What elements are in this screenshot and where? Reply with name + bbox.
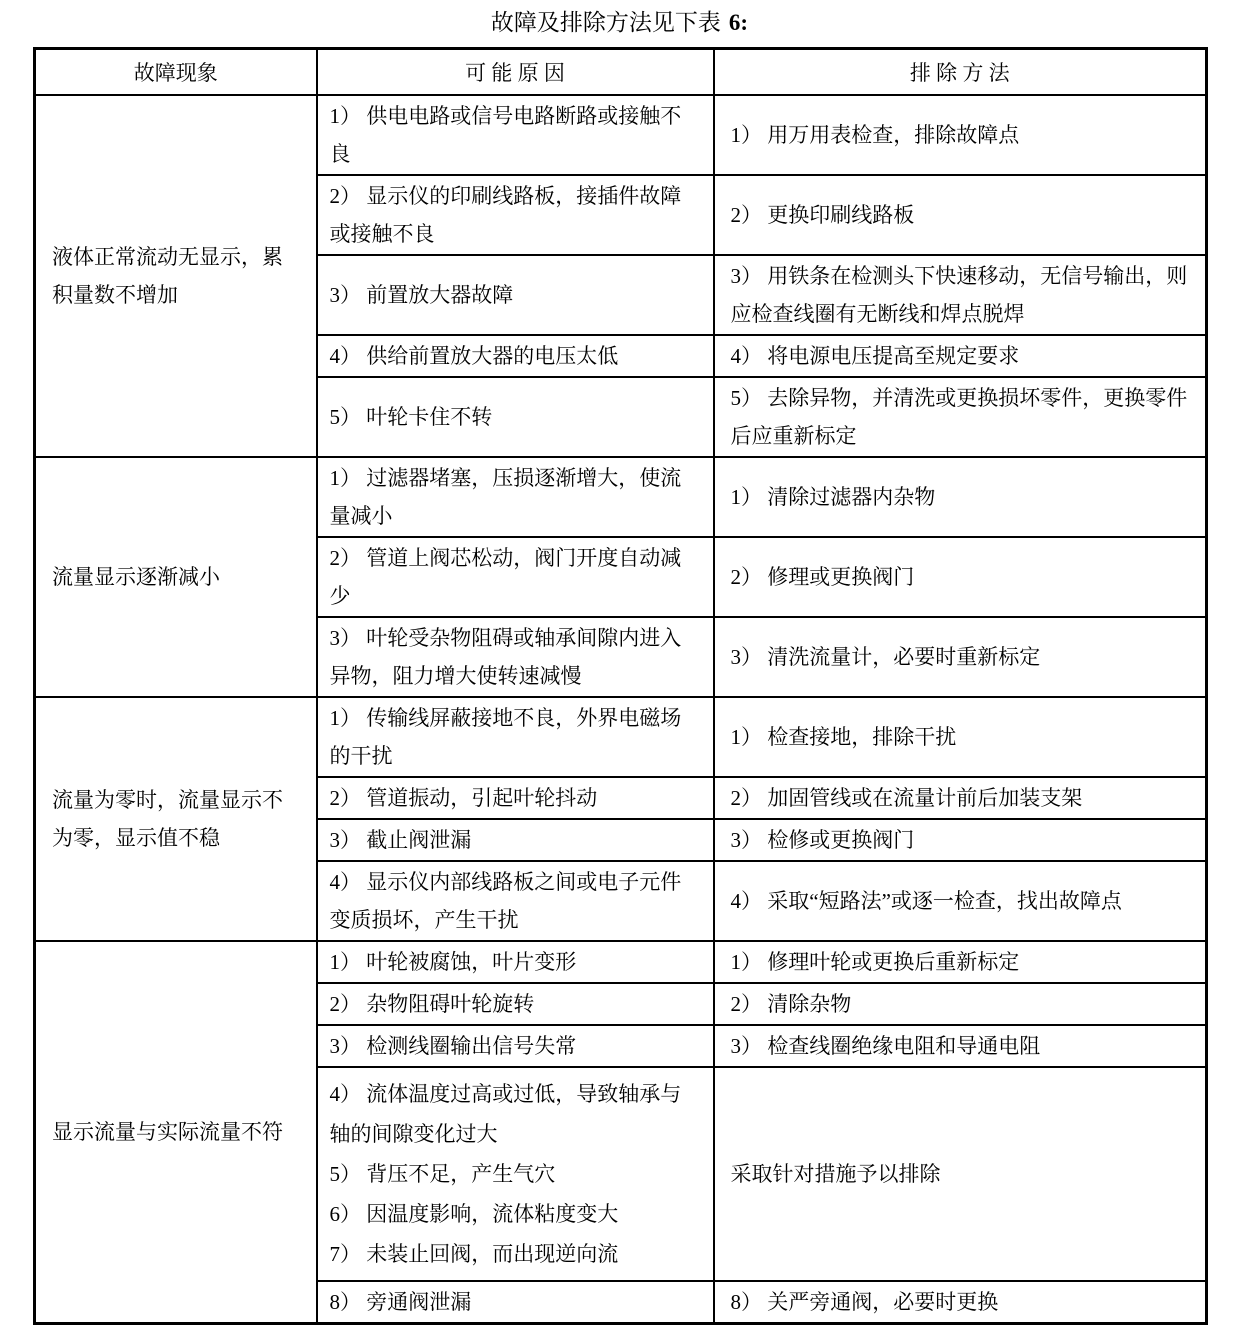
possible-cause-cell: 3） 叶轮受杂物阻碍或轴承间隙内进入异物，阻力增大使转速减慢 bbox=[317, 617, 714, 697]
cause-item: 4） 流体温度过高或过低，导致轴承与轴的间隙变化过大 bbox=[329, 1081, 682, 1146]
cause-item: 6） 因温度影响，流体粘度变大 bbox=[329, 1201, 619, 1226]
remedy-cell: 4） 采取“短路法”或逐一检查，找出故障点 bbox=[714, 861, 1207, 941]
possible-cause-cell: 8） 旁通阀泄漏 bbox=[317, 1281, 714, 1324]
remedy-cell: 2） 修理或更换阀门 bbox=[714, 537, 1207, 617]
remedy-cell: 1） 用万用表检查，排除故障点 bbox=[714, 95, 1207, 175]
cause-item: 5） 背压不足，产生气穴 bbox=[329, 1161, 556, 1186]
possible-cause-cell: 2） 管道振动，引起叶轮抖动 bbox=[317, 777, 714, 819]
possible-cause-cell: 2） 管道上阀芯松动，阀门开度自动减少 bbox=[317, 537, 714, 617]
cause-item: 7） 未装止回阀，而出现逆向流 bbox=[329, 1241, 619, 1266]
remedy-cell: 1） 检查接地，排除干扰 bbox=[714, 697, 1207, 777]
possible-cause-cell bbox=[317, 1067, 714, 1281]
table-row bbox=[35, 457, 1207, 537]
possible-cause-cell: 4） 显示仪内部线路板之间或电子元件变质损坏，产生干扰 bbox=[317, 861, 714, 941]
remedy-cell: 采取针对措施予以排除 bbox=[714, 1067, 1207, 1281]
remedy-cell: 2） 加固管线或在流量计前后加装支架 bbox=[714, 777, 1207, 819]
possible-cause-cell: 3） 检测线圈输出信号失常 bbox=[317, 1025, 714, 1067]
header-row bbox=[35, 49, 1207, 95]
header-fault-phenomenon: 故障现象 bbox=[35, 49, 317, 95]
remedy-cell: 3） 用铁条在检测头下快速移动，无信号输出，则应检查线圈有无断线和焊点脱焊 bbox=[714, 255, 1207, 335]
possible-cause-cell: 3） 截止阀泄漏 bbox=[317, 819, 714, 861]
remedy-cell: 2） 清除杂物 bbox=[714, 983, 1207, 1025]
remedy-cell: 3） 清洗流量计，必要时重新标定 bbox=[714, 617, 1207, 697]
possible-cause-cell: 2） 杂物阻碍叶轮旋转 bbox=[317, 983, 714, 1025]
caption-text: 故障及排除方法见下表 bbox=[490, 10, 721, 35]
table-row bbox=[35, 941, 1207, 983]
header-remedy: 排 除 方 法 bbox=[714, 49, 1207, 95]
remedy-cell: 1） 清除过滤器内杂物 bbox=[714, 457, 1207, 537]
possible-cause-cell: 1） 叶轮被腐蚀，叶片变形 bbox=[317, 941, 714, 983]
remedy-cell: 8） 关严旁通阀，必要时更换 bbox=[714, 1281, 1207, 1324]
fault-phenomenon-cell: 流量为零时，流量显示不为零，显示值不稳 bbox=[35, 697, 317, 941]
header-possible-cause: 可 能 原 因 bbox=[317, 49, 714, 95]
possible-cause-cell: 1） 过滤器堵塞，压损逐渐增大，使流量减小 bbox=[317, 457, 714, 537]
table-row bbox=[35, 95, 1207, 175]
possible-cause-cell: 5） 叶轮卡住不转 bbox=[317, 377, 714, 457]
table-row bbox=[35, 697, 1207, 777]
caption-table-number: 6: bbox=[728, 10, 749, 35]
table-caption bbox=[0, 7, 1239, 39]
possible-cause-cell: 4） 供给前置放大器的电压太低 bbox=[317, 335, 714, 377]
possible-cause-cell: 3） 前置放大器故障 bbox=[317, 255, 714, 335]
fault-phenomenon-cell: 液体正常流动无显示，累积量数不增加 bbox=[35, 95, 317, 457]
document-page bbox=[0, 7, 1239, 1325]
remedy-cell: 2） 更换印刷线路板 bbox=[714, 175, 1207, 255]
possible-cause-cell: 1） 传输线屏蔽接地不良，外界电磁场的干扰 bbox=[317, 697, 714, 777]
fault-phenomenon-cell: 流量显示逐渐减小 bbox=[35, 457, 317, 697]
remedy-cell: 3） 检修或更换阀门 bbox=[714, 819, 1207, 861]
possible-cause-cell: 2） 显示仪的印刷线路板，接插件故障或接触不良 bbox=[317, 175, 714, 255]
remedy-cell: 4） 将电源电压提高至规定要求 bbox=[714, 335, 1207, 377]
fault-troubleshooting-table bbox=[33, 47, 1208, 1325]
remedy-cell: 1） 修理叶轮或更换后重新标定 bbox=[714, 941, 1207, 983]
remedy-cell: 3） 检查线圈绝缘电阻和导通电阻 bbox=[714, 1025, 1207, 1067]
fault-phenomenon-cell: 显示流量与实际流量不符 bbox=[35, 941, 317, 1324]
possible-cause-cell: 1） 供电电路或信号电路断路或接触不良 bbox=[317, 95, 714, 175]
remedy-cell: 5） 去除异物，并清洗或更换损坏零件，更换零件后应重新标定 bbox=[714, 377, 1207, 457]
